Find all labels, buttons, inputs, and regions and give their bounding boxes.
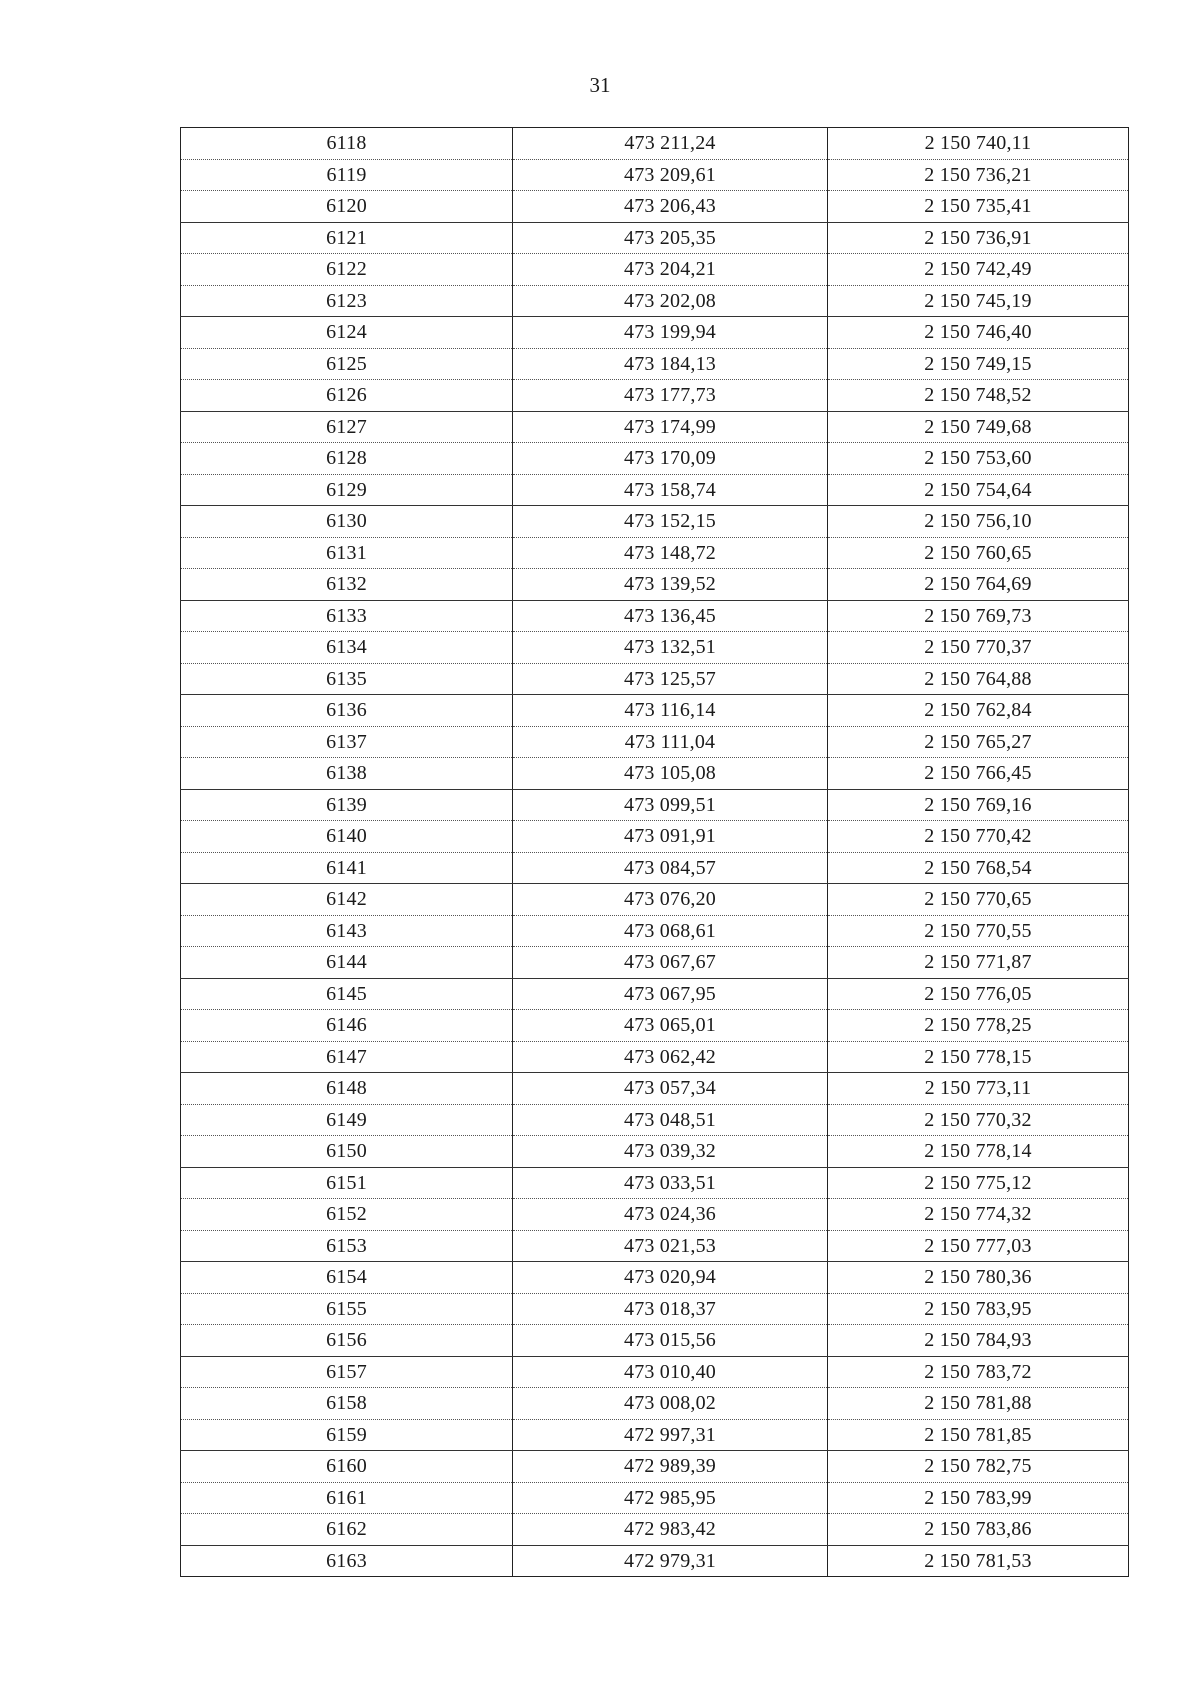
table-row — [181, 1136, 1129, 1168]
page-number: 31 — [589, 73, 611, 97]
y-coordinate-cell: 2 150 764,69 — [828, 569, 1129, 601]
y-coordinate-cell: 2 150 780,36 — [828, 1262, 1129, 1294]
x-coordinate-cell: 473 065,01 — [513, 1010, 828, 1042]
x-coordinate-cell: 473 211,24 — [513, 128, 828, 160]
table-row — [181, 1293, 1129, 1325]
x-coordinate-cell: 473 184,13 — [513, 348, 828, 380]
point-number-cell: 6156 — [181, 1325, 513, 1357]
x-coordinate-cell: 473 008,02 — [513, 1388, 828, 1420]
y-coordinate-cell: 2 150 783,99 — [828, 1482, 1129, 1514]
x-coordinate-cell: 473 099,51 — [513, 789, 828, 821]
y-coordinate-cell: 2 150 768,54 — [828, 852, 1129, 884]
table-row — [181, 1010, 1129, 1042]
point-number-cell: 6163 — [181, 1545, 513, 1577]
y-coordinate-cell: 2 150 783,95 — [828, 1293, 1129, 1325]
y-coordinate-cell: 2 150 773,11 — [828, 1073, 1129, 1105]
table-row — [181, 915, 1129, 947]
table-row — [181, 1104, 1129, 1136]
y-coordinate-cell: 2 150 756,10 — [828, 506, 1129, 538]
table-row — [181, 1451, 1129, 1483]
point-number-cell: 6131 — [181, 537, 513, 569]
y-coordinate-cell: 2 150 764,88 — [828, 663, 1129, 695]
table-row — [181, 254, 1129, 286]
x-coordinate-cell: 473 111,04 — [513, 726, 828, 758]
y-coordinate-cell: 2 150 770,55 — [828, 915, 1129, 947]
table-row — [181, 789, 1129, 821]
point-number-cell: 6146 — [181, 1010, 513, 1042]
x-coordinate-cell: 473 132,51 — [513, 632, 828, 664]
y-coordinate-cell: 2 150 736,21 — [828, 159, 1129, 191]
x-coordinate-cell: 473 105,08 — [513, 758, 828, 790]
x-coordinate-cell: 473 202,08 — [513, 285, 828, 317]
table-row — [181, 695, 1129, 727]
table-row — [181, 1482, 1129, 1514]
table-row — [181, 852, 1129, 884]
point-number-cell: 6140 — [181, 821, 513, 853]
y-coordinate-cell: 2 150 782,75 — [828, 1451, 1129, 1483]
table-row — [181, 947, 1129, 979]
point-number-cell: 6154 — [181, 1262, 513, 1294]
y-coordinate-cell: 2 150 753,60 — [828, 443, 1129, 475]
y-coordinate-cell: 2 150 778,15 — [828, 1041, 1129, 1073]
table-row — [181, 1545, 1129, 1577]
point-number-cell: 6127 — [181, 411, 513, 443]
table-row — [181, 600, 1129, 632]
point-number-cell: 6155 — [181, 1293, 513, 1325]
y-coordinate-cell: 2 150 775,12 — [828, 1167, 1129, 1199]
table-row — [181, 1419, 1129, 1451]
x-coordinate-cell: 473 024,36 — [513, 1199, 828, 1231]
point-number-cell: 6149 — [181, 1104, 513, 1136]
x-coordinate-cell: 473 018,37 — [513, 1293, 828, 1325]
x-coordinate-cell: 473 033,51 — [513, 1167, 828, 1199]
x-coordinate-cell: 473 116,14 — [513, 695, 828, 727]
y-coordinate-cell: 2 150 770,65 — [828, 884, 1129, 916]
y-coordinate-cell: 2 150 781,53 — [828, 1545, 1129, 1577]
y-coordinate-cell: 2 150 778,14 — [828, 1136, 1129, 1168]
y-coordinate-cell: 2 150 749,68 — [828, 411, 1129, 443]
point-number-cell: 6162 — [181, 1514, 513, 1546]
table-row — [181, 159, 1129, 191]
x-coordinate-cell: 472 979,31 — [513, 1545, 828, 1577]
point-number-cell: 6126 — [181, 380, 513, 412]
y-coordinate-cell: 2 150 774,32 — [828, 1199, 1129, 1231]
x-coordinate-cell: 473 091,91 — [513, 821, 828, 853]
point-number-cell: 6147 — [181, 1041, 513, 1073]
table-row — [181, 506, 1129, 538]
x-coordinate-cell: 473 136,45 — [513, 600, 828, 632]
table-row — [181, 222, 1129, 254]
table-row — [181, 443, 1129, 475]
table-row — [181, 1230, 1129, 1262]
x-coordinate-cell: 473 152,15 — [513, 506, 828, 538]
point-number-cell: 6125 — [181, 348, 513, 380]
y-coordinate-cell: 2 150 778,25 — [828, 1010, 1129, 1042]
y-coordinate-cell: 2 150 736,91 — [828, 222, 1129, 254]
table-row — [181, 978, 1129, 1010]
table-row — [181, 726, 1129, 758]
table-row — [181, 474, 1129, 506]
point-number-cell: 6138 — [181, 758, 513, 790]
y-coordinate-cell: 2 150 749,15 — [828, 348, 1129, 380]
point-number-cell: 6124 — [181, 317, 513, 349]
y-coordinate-cell: 2 150 783,72 — [828, 1356, 1129, 1388]
point-number-cell: 6133 — [181, 600, 513, 632]
x-coordinate-cell: 473 158,74 — [513, 474, 828, 506]
point-number-cell: 6123 — [181, 285, 513, 317]
y-coordinate-cell: 2 150 740,11 — [828, 128, 1129, 160]
x-coordinate-cell: 473 067,95 — [513, 978, 828, 1010]
point-number-cell: 6151 — [181, 1167, 513, 1199]
x-coordinate-cell: 473 204,21 — [513, 254, 828, 286]
x-coordinate-cell: 473 206,43 — [513, 191, 828, 223]
y-coordinate-cell: 2 150 770,42 — [828, 821, 1129, 853]
y-coordinate-cell: 2 150 762,84 — [828, 695, 1129, 727]
table-row — [181, 632, 1129, 664]
point-number-cell: 6139 — [181, 789, 513, 821]
y-coordinate-cell: 2 150 735,41 — [828, 191, 1129, 223]
point-number-cell: 6160 — [181, 1451, 513, 1483]
point-number-cell: 6157 — [181, 1356, 513, 1388]
x-coordinate-cell: 473 020,94 — [513, 1262, 828, 1294]
point-number-cell: 6132 — [181, 569, 513, 601]
x-coordinate-cell: 473 068,61 — [513, 915, 828, 947]
y-coordinate-cell: 2 150 781,85 — [828, 1419, 1129, 1451]
table-row — [181, 380, 1129, 412]
point-number-cell: 6135 — [181, 663, 513, 695]
y-coordinate-cell: 2 150 783,86 — [828, 1514, 1129, 1546]
x-coordinate-cell: 473 057,34 — [513, 1073, 828, 1105]
y-coordinate-cell: 2 150 754,64 — [828, 474, 1129, 506]
x-coordinate-cell: 473 209,61 — [513, 159, 828, 191]
table-row — [181, 1325, 1129, 1357]
point-number-cell: 6118 — [181, 128, 513, 160]
table-row — [181, 1388, 1129, 1420]
y-coordinate-cell: 2 150 776,05 — [828, 978, 1129, 1010]
y-coordinate-cell: 2 150 784,93 — [828, 1325, 1129, 1357]
table-row — [181, 1041, 1129, 1073]
x-coordinate-cell: 473 021,53 — [513, 1230, 828, 1262]
point-number-cell: 6141 — [181, 852, 513, 884]
point-number-cell: 6122 — [181, 254, 513, 286]
point-number-cell: 6143 — [181, 915, 513, 947]
y-coordinate-cell: 2 150 777,03 — [828, 1230, 1129, 1262]
point-number-cell: 6153 — [181, 1230, 513, 1262]
x-coordinate-cell: 473 170,09 — [513, 443, 828, 475]
y-coordinate-cell: 2 150 746,40 — [828, 317, 1129, 349]
table-row — [181, 1167, 1129, 1199]
x-coordinate-cell: 473 039,32 — [513, 1136, 828, 1168]
x-coordinate-cell: 473 199,94 — [513, 317, 828, 349]
x-coordinate-cell: 473 076,20 — [513, 884, 828, 916]
y-coordinate-cell: 2 150 766,45 — [828, 758, 1129, 790]
y-coordinate-cell: 2 150 745,19 — [828, 285, 1129, 317]
table-row — [181, 348, 1129, 380]
y-coordinate-cell: 2 150 781,88 — [828, 1388, 1129, 1420]
y-coordinate-cell: 2 150 765,27 — [828, 726, 1129, 758]
point-number-cell: 6148 — [181, 1073, 513, 1105]
point-number-cell: 6121 — [181, 222, 513, 254]
y-coordinate-cell: 2 150 770,37 — [828, 632, 1129, 664]
point-number-cell: 6145 — [181, 978, 513, 1010]
x-coordinate-cell: 473 084,57 — [513, 852, 828, 884]
x-coordinate-cell: 473 067,67 — [513, 947, 828, 979]
x-coordinate-cell: 472 985,95 — [513, 1482, 828, 1514]
table-row — [181, 128, 1129, 160]
point-number-cell: 6119 — [181, 159, 513, 191]
y-coordinate-cell: 2 150 771,87 — [828, 947, 1129, 979]
table-row — [181, 411, 1129, 443]
table-row — [181, 317, 1129, 349]
table-row — [181, 1514, 1129, 1546]
x-coordinate-cell: 473 205,35 — [513, 222, 828, 254]
table-row — [181, 821, 1129, 853]
table-row — [181, 285, 1129, 317]
y-coordinate-cell: 2 150 760,65 — [828, 537, 1129, 569]
table-row — [181, 1262, 1129, 1294]
x-coordinate-cell: 473 015,56 — [513, 1325, 828, 1357]
table-row — [181, 884, 1129, 916]
y-coordinate-cell: 2 150 742,49 — [828, 254, 1129, 286]
point-number-cell: 6120 — [181, 191, 513, 223]
point-number-cell: 6129 — [181, 474, 513, 506]
x-coordinate-cell: 473 010,40 — [513, 1356, 828, 1388]
point-number-cell: 6134 — [181, 632, 513, 664]
point-number-cell: 6130 — [181, 506, 513, 538]
coordinates-table-body — [181, 128, 1129, 1577]
y-coordinate-cell: 2 150 748,52 — [828, 380, 1129, 412]
point-number-cell: 6158 — [181, 1388, 513, 1420]
table-row — [181, 1199, 1129, 1231]
table-row — [181, 758, 1129, 790]
y-coordinate-cell: 2 150 769,16 — [828, 789, 1129, 821]
table-row — [181, 1073, 1129, 1105]
coordinates-table — [180, 127, 1129, 1577]
y-coordinate-cell: 2 150 769,73 — [828, 600, 1129, 632]
x-coordinate-cell: 472 983,42 — [513, 1514, 828, 1546]
x-coordinate-cell: 473 148,72 — [513, 537, 828, 569]
x-coordinate-cell: 473 062,42 — [513, 1041, 828, 1073]
x-coordinate-cell: 473 174,99 — [513, 411, 828, 443]
table-row — [181, 537, 1129, 569]
table-row — [181, 1356, 1129, 1388]
x-coordinate-cell: 472 997,31 — [513, 1419, 828, 1451]
x-coordinate-cell: 473 139,52 — [513, 569, 828, 601]
point-number-cell: 6159 — [181, 1419, 513, 1451]
table-row — [181, 663, 1129, 695]
x-coordinate-cell: 472 989,39 — [513, 1451, 828, 1483]
x-coordinate-cell: 473 125,57 — [513, 663, 828, 695]
y-coordinate-cell: 2 150 770,32 — [828, 1104, 1129, 1136]
point-number-cell: 6150 — [181, 1136, 513, 1168]
point-number-cell: 6152 — [181, 1199, 513, 1231]
point-number-cell: 6136 — [181, 695, 513, 727]
point-number-cell: 6142 — [181, 884, 513, 916]
table-row — [181, 191, 1129, 223]
x-coordinate-cell: 473 177,73 — [513, 380, 828, 412]
point-number-cell: 6144 — [181, 947, 513, 979]
x-coordinate-cell: 473 048,51 — [513, 1104, 828, 1136]
table-row — [181, 569, 1129, 601]
point-number-cell: 6128 — [181, 443, 513, 475]
point-number-cell: 6137 — [181, 726, 513, 758]
point-number-cell: 6161 — [181, 1482, 513, 1514]
